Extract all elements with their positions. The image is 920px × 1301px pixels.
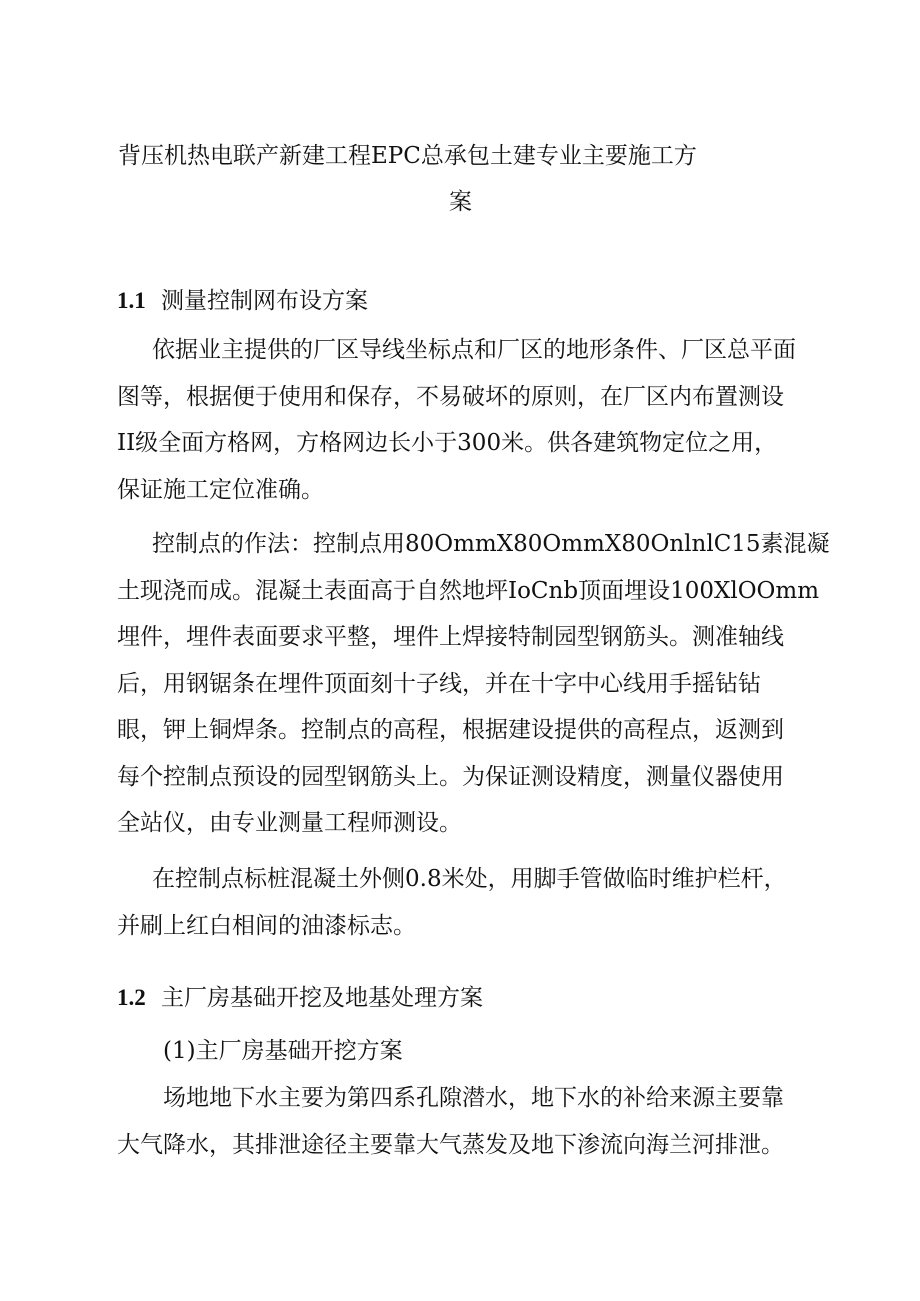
paragraph-line: 保证施工定位准确。 xyxy=(117,476,324,503)
paragraph-line: II级全面方格网，方格网边长小于300米。供各建筑物定位之用， xyxy=(117,430,778,456)
section-number: 1.2 xyxy=(117,985,146,1010)
paragraph-line: 场地地下水主要为第四系孔隙潜水，地下水的补给来源主要靠 xyxy=(163,1085,784,1111)
paragraph-line: 眼，钾上铜焊条。控制点的高程，根据建设提供的高程点，返测到 xyxy=(117,717,784,743)
paragraph-line: 控制点的作法：控制点用80OmmX80OmmX80OnlnlC15素混凝 xyxy=(152,531,830,557)
paragraph-line: 图等，根据便于使用和保存，不易破坏的原则，在厂区内布置测设 xyxy=(117,383,784,410)
section-number: 1.1 xyxy=(117,288,146,313)
paragraph-line: 在控制点标桩混凝土外侧0.8米处，用脚手管做临时维护栏杆， xyxy=(152,866,787,892)
paragraph-line: 每个控制点预设的园型钢筋头上。为保证测设精度，测量仪器使用 xyxy=(117,763,784,790)
paragraph-line: 土现浇而成。混凝土表面高于自然地坪IoCnb顶面埋设100XlOOmm xyxy=(117,577,820,604)
section-title: 主厂房基础开挖及地基处理方案 xyxy=(161,985,483,1011)
paragraph xyxy=(117,327,807,513)
paragraph-line: 全站仪，由专业测量工程师测设。 xyxy=(117,810,462,836)
paragraph xyxy=(117,521,830,847)
paragraph-line: 并刷上红白相间的油漆标志。 xyxy=(117,912,416,939)
paragraph-line: 埋件，埋件表面要求平整，埋件上焊接特制园型钢筋头。测准轴线 xyxy=(117,624,784,650)
section-title: 测量控制网布设方案 xyxy=(161,288,368,314)
paragraph-line: 后，用钢锯条在埋件顶面刻十子线，并在十字中心线用手摇钻钻 xyxy=(117,670,761,697)
section-heading-1-2 xyxy=(117,983,483,1013)
subsection-heading: (1)主厂房基础开挖方案 xyxy=(163,1038,403,1064)
paragraph xyxy=(117,1075,807,1168)
document-title-line-2: 案 xyxy=(449,189,472,215)
paragraph-line: 大气降水，其排泄途径主要靠大气蒸发及地下渗流向海兰河排泄。 xyxy=(117,1131,784,1158)
section-heading-1-1 xyxy=(117,286,368,316)
paragraph-line: 依据业主提供的厂区导线坐标点和厂区的地形条件、厂区总平面 xyxy=(152,337,796,363)
paragraph xyxy=(117,856,807,949)
document-title-line-1: 背压机热电联产新建工程EPC总承包土建专业主要施工方 xyxy=(118,143,697,169)
